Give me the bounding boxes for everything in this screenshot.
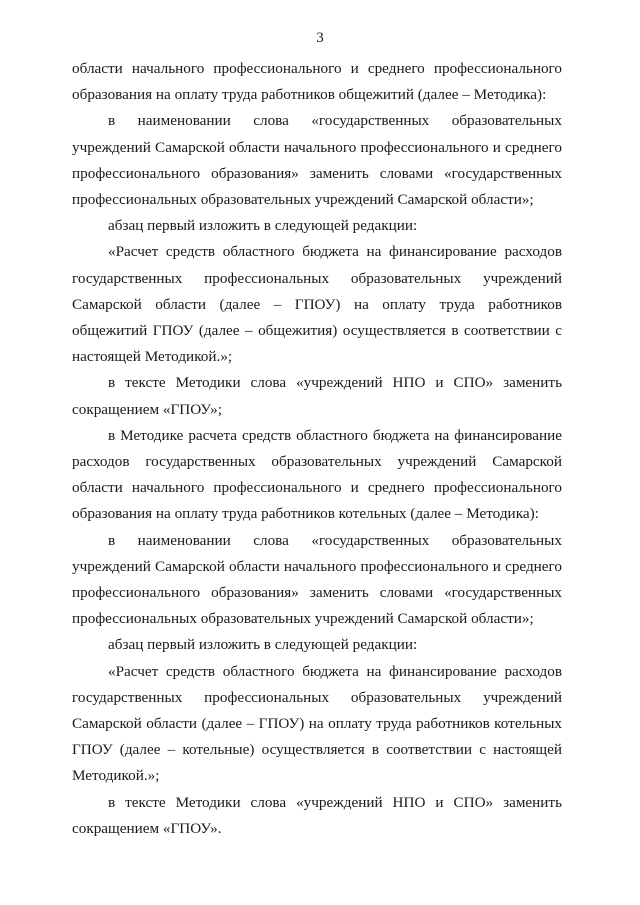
paragraph-methodology-dormitories-end: области начального профессионального и среднего профессионального образования на оплату труда работников общежитий (далее – Методика): — [72, 60, 562, 104]
paragraph-rename-title-2: в наименовании слова «государственных образовательных учреждений Самарской области начального профессионального и среднего профессионального образования» заменить словами «государственных профессиональных образовательных учреждений Самарской области»; — [72, 531, 562, 628]
paragraph-rename-title-1: в наименовании слова «государственных образовательных учреждений Самарской области начального профессионального и среднего профессионального образования» заменить словами «государственных профессиональных образовательных учреждений Самарской области»; — [72, 112, 562, 209]
paragraph-first-paragraph-new-wording-1: абзац первый изложить в следующей редакции: — [108, 217, 418, 235]
paragraph-replace-abbreviation-1: в тексте Методики слова «учреждений НПО и СПО» заменить сокращением «ГПОУ»; — [72, 374, 562, 418]
paragraph-quoted-new-wording-dormitories: «Расчет средств областного бюджета на финансирование расходов государственных профессиональных образовательных учреждений Самарской области (далее – ГПОУ) на оплату труда работников общежитий ГПОУ (далее – общежития) осуществляется в соответствии с настоящей Методикой.»; — [72, 243, 562, 366]
paragraph-first-paragraph-new-wording-2: абзац первый изложить в следующей редакции: — [108, 636, 418, 654]
paragraph-quoted-new-wording-boiler-houses: «Расчет средств областного бюджета на финансирование расходов государственных профессиональных образовательных учреждений Самарской области (далее – ГПОУ) на оплату труда работников котельных ГПОУ (далее – котельные) осуществляется в соответствии с настоящей Методикой.»; — [72, 662, 562, 785]
paragraph-methodology-boiler-houses: в Методике расчета средств областного бюджета на финансирование расходов государственных образовательных учреждений Самарской области начального профессионального и среднего профессионального образования на оплату труда работников котельных (далее – Методика): — [72, 426, 562, 523]
document-body — [72, 56, 562, 842]
paragraph-replace-abbreviation-2: в тексте Методики слова «учреждений НПО и СПО» заменить сокращением «ГПОУ». — [72, 793, 562, 837]
page-number: 3 — [316, 30, 324, 46]
